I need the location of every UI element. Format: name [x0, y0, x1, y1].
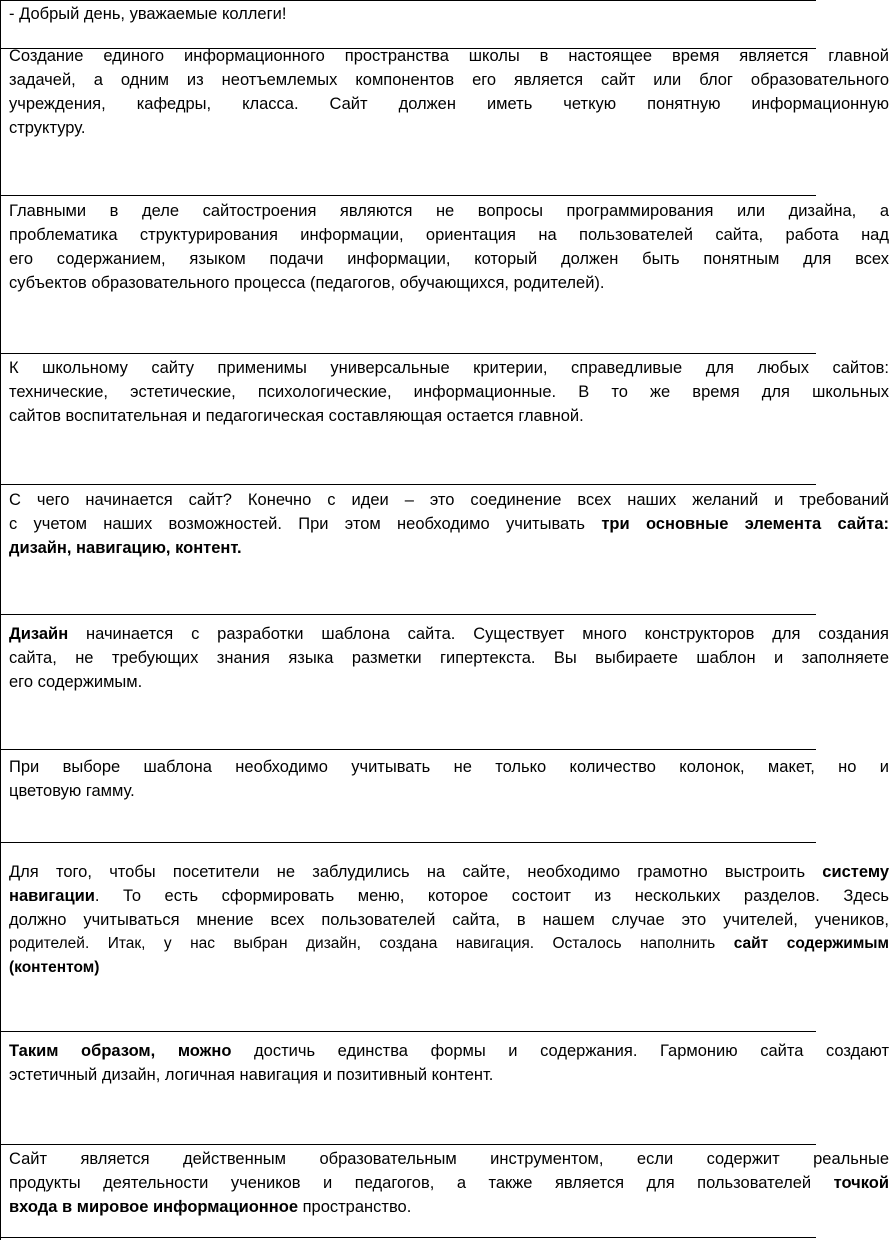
bold-text-run: Таким образом, можно: [9, 1042, 232, 1060]
table-row-paragraph: [0, 196, 889, 354]
bold-text-run: систему: [822, 863, 889, 881]
text-line: При выборе шаблона необходимо учитывать не только количество колонок, макет, но и: [9, 758, 889, 776]
text-line: [9, 860, 889, 884]
bold-text-run: (контентом): [9, 959, 100, 976]
text-line: [9, 536, 889, 560]
text-line: задачей, а одним из неотъемлемых компонентов его является сайт или блог образовательного: [9, 71, 889, 89]
text-run: . То есть сформировать меню, которое состоит из нескольких разделов. Здесь: [94, 887, 889, 905]
bold-text-run: дизайн, навигацию, контент.: [9, 539, 242, 557]
bold-text-run: Дизайн: [9, 625, 69, 643]
bold-text-run: три основные элемента сайта:: [601, 515, 889, 533]
text-run: Для того, чтобы посетители не заблудились на сайте, необходимо грамотно выстроить: [9, 863, 823, 881]
bold-text-run: входа в мировое информационное: [9, 1198, 298, 1216]
text-run: с учетом наших возможностей. При этом необходимо учитывать: [9, 515, 602, 533]
text-line: [9, 622, 889, 646]
text-line: С чего начинается сайт? Конечно с идеи – это соединение всех наших желаний и требований: [9, 491, 889, 509]
text-line: [9, 1195, 889, 1219]
text-run: родителей. Итак, у нас выбран дизайн, создана навигация. Осталось наполнить: [9, 935, 734, 952]
table-row-paragraph: [0, 615, 889, 750]
paragraph-text: [9, 860, 889, 980]
table-row-paragraph: [0, 750, 889, 843]
text-line: технические, эстетические, психологические, информационные. В то же время для школьных: [9, 383, 889, 401]
text-line: Сайт является действенным образовательным инструментом, если содержит реальные: [9, 1150, 889, 1168]
table-row-paragraph: [0, 1032, 889, 1145]
text-line: [9, 932, 889, 956]
text-line: сайта, не требующих знания языка разметки гипертекста. Вы выбираете шаблон и заполняете: [9, 649, 889, 667]
text-line: эстетичный дизайн, логичная навигация и позитивный контент.: [9, 1066, 494, 1084]
text-line: должно учитываться мнение всех пользователей сайта, в нашем случае это учителей, учеников,: [9, 911, 889, 929]
paragraph-text: [9, 488, 889, 560]
bold-text-run: сайт содержимым: [733, 935, 889, 952]
text-line: проблематика структурирования информации, ориентация на пользователей сайта, работа над: [9, 226, 889, 244]
table-row-paragraph: [0, 0, 889, 196]
paragraph-text: [9, 199, 889, 295]
table-border-bottom: [0, 1237, 816, 1238]
text-line: структуру.: [9, 119, 86, 137]
text-line: Главными в деле сайтостроения являются не вопросы программирования или дизайна, а: [9, 202, 889, 220]
table-row-paragraph: [0, 485, 889, 615]
text-run: начинается с разработки шаблона сайта. Существует много конструкторов для создания: [68, 625, 889, 643]
paragraph-text: [9, 1039, 889, 1087]
paragraph-text: [9, 44, 889, 140]
paragraph-text: [9, 622, 889, 694]
text-line: [9, 1171, 889, 1195]
bold-text-run: точкой: [833, 1174, 889, 1192]
text-line: учреждения, кафедры, класса. Сайт должен иметь четкую понятную информационную: [9, 95, 889, 113]
text-line: [9, 1039, 889, 1063]
text-line: цветовую гамму.: [9, 782, 135, 800]
text-line: - Добрый день, уважаемые коллеги!: [9, 5, 287, 23]
paragraph-text: [9, 356, 889, 428]
text-line: [9, 956, 889, 980]
paragraph-text: [9, 1147, 889, 1219]
text-line: К школьному сайту применимы универсальные критерии, справедливые для любых сайтов:: [9, 359, 889, 377]
text-line: [9, 884, 889, 908]
table-row-paragraph: [0, 1145, 889, 1237]
text-line: его содержимым.: [9, 673, 143, 691]
bold-text-run: навигации: [9, 887, 95, 905]
paragraph-text: [9, 755, 889, 803]
text-run: достичь единства формы и содержания. Гармонию сайта создают: [231, 1042, 889, 1060]
text-line: сайтов воспитательная и педагогическая составляющая остается главной.: [9, 407, 584, 425]
text-line: субъектов образовательного процесса (педагогов, обучающихся, родителей).: [9, 274, 605, 292]
table-row-paragraph: [0, 843, 889, 1032]
text-line: Создание единого информационного пространства школы в настоящее время является главной: [9, 47, 889, 65]
text-run: продукты деятельности учеников и педагогов, а также является для пользователей: [9, 1174, 834, 1192]
text-run: пространство.: [298, 1198, 412, 1216]
table-row-paragraph: [0, 354, 889, 485]
text-line: его содержанием, языком подачи информации, который должен быть понятным для всех: [9, 250, 889, 268]
text-line: [9, 512, 889, 536]
